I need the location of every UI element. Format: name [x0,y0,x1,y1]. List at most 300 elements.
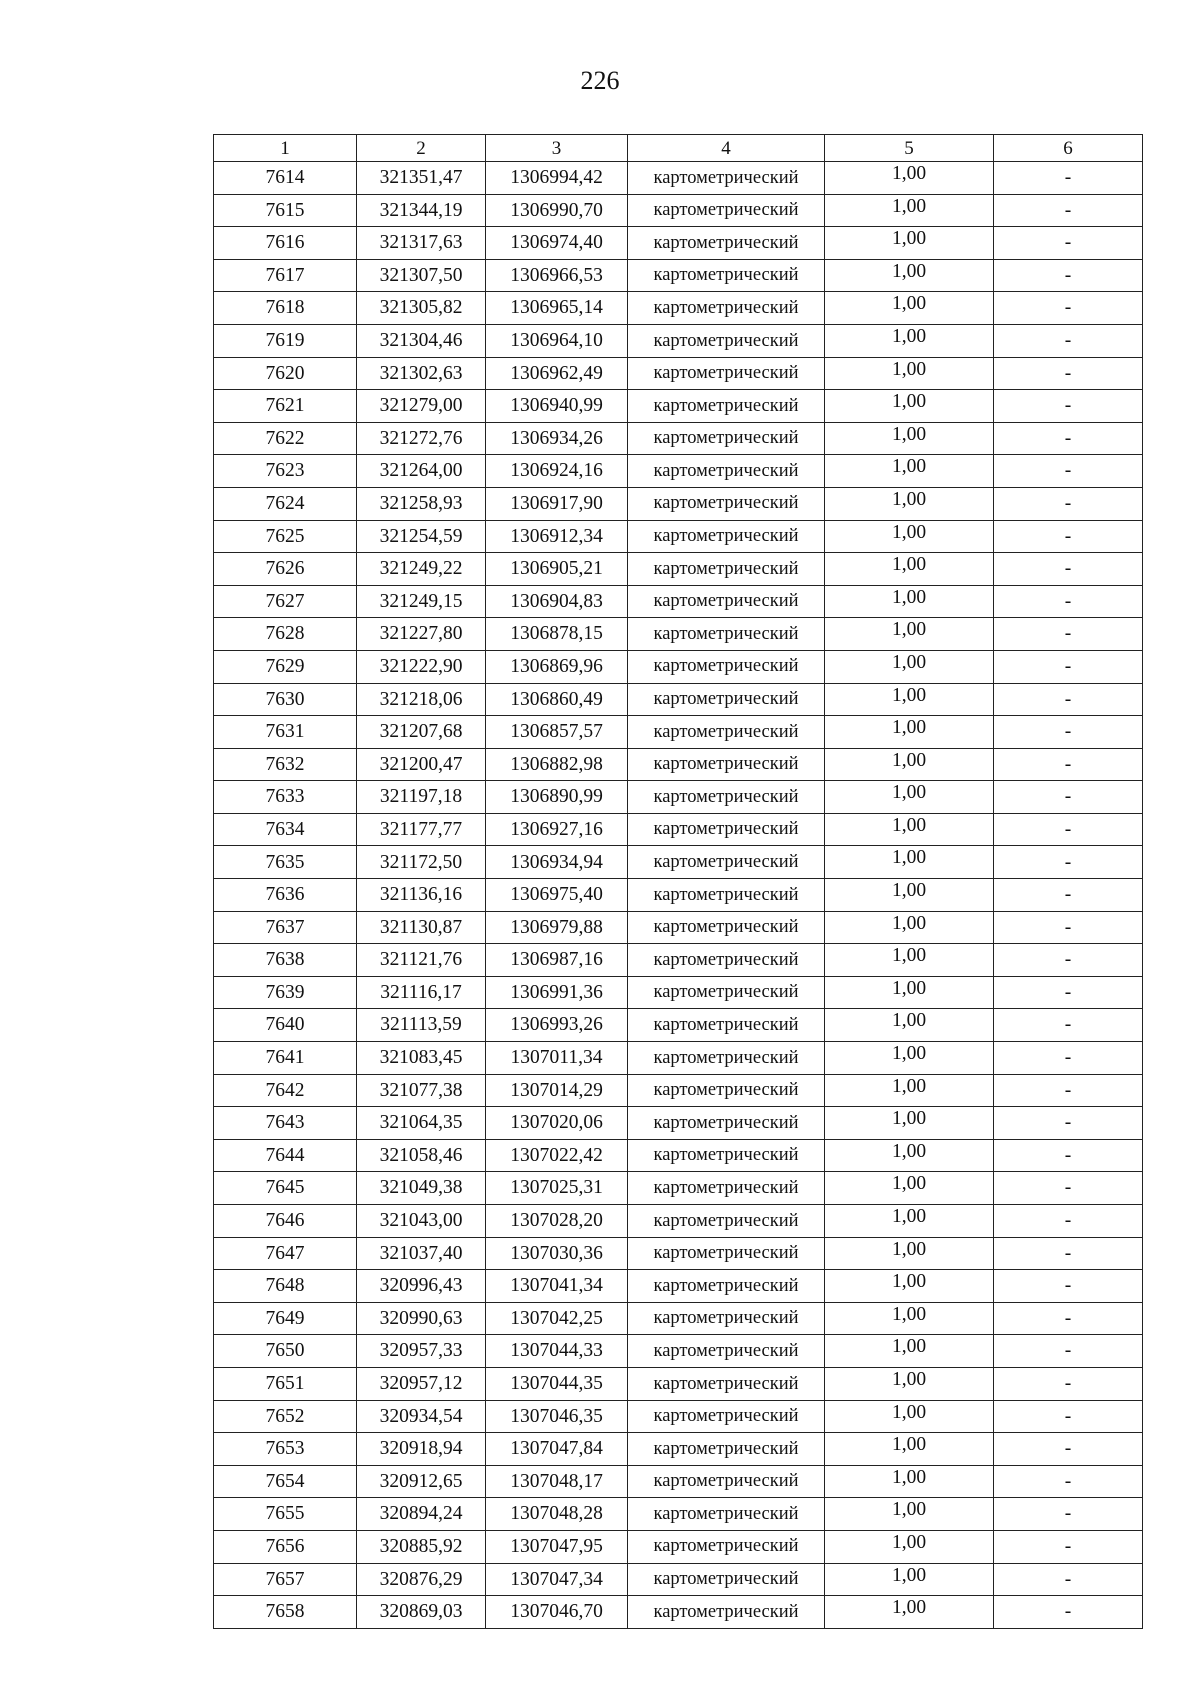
cell-coord-x: 320894,24 [357,1498,486,1531]
cell-note: - [994,683,1143,716]
column-header-6: 6 [994,135,1143,162]
cell-coord-y: 1307048,17 [486,1465,628,1498]
cell-point-number: 7632 [214,748,357,781]
cell-coord-x: 320996,43 [357,1270,486,1303]
cell-note: - [994,1009,1143,1042]
cell-coord-x: 320957,33 [357,1335,486,1368]
table-row [214,292,1143,325]
cell-point-number: 7620 [214,357,357,390]
cell-point-number: 7614 [214,162,357,195]
cell-coord-y: 1306869,96 [486,650,628,683]
cell-note: - [994,1270,1143,1303]
table-row [214,813,1143,846]
cell-note: - [994,292,1143,325]
cell-point-number: 7638 [214,944,357,977]
cell-coord-y: 1306991,36 [486,976,628,1009]
cell-coord-x: 321272,76 [357,422,486,455]
table-row [214,650,1143,683]
cell-coord-x: 321222,90 [357,650,486,683]
cell-note: - [994,879,1143,912]
cell-coord-x: 321083,45 [357,1042,486,1075]
cell-point-number: 7622 [214,422,357,455]
cell-method: картометрический [628,879,825,912]
table-row [214,1335,1143,1368]
cell-method: картометрический [628,1433,825,1466]
cell-coord-y: 1306860,49 [486,683,628,716]
cell-coord-y: 1306975,40 [486,879,628,912]
cell-point-number: 7631 [214,716,357,749]
cell-precision: 1,00 [825,1009,994,1042]
cell-note: - [994,1596,1143,1629]
cell-point-number: 7644 [214,1139,357,1172]
cell-precision: 1,00 [825,1237,994,1270]
cell-coord-x: 321077,38 [357,1074,486,1107]
cell-coord-y: 1306987,16 [486,944,628,977]
column-header-5: 5 [825,135,994,162]
cell-coord-x: 321351,47 [357,162,486,195]
table-row [214,324,1143,357]
cell-coord-x: 321200,47 [357,748,486,781]
cell-method: картометрический [628,716,825,749]
cell-point-number: 7640 [214,1009,357,1042]
cell-coord-x: 321254,59 [357,520,486,553]
cell-method: картометрический [628,1596,825,1629]
cell-coord-x: 321258,93 [357,487,486,520]
cell-method: картометрический [628,618,825,651]
table-row [214,976,1143,1009]
table-row [214,1433,1143,1466]
cell-coord-x: 321049,38 [357,1172,486,1205]
cell-note: - [994,357,1143,390]
cell-precision: 1,00 [825,1498,994,1531]
cell-point-number: 7633 [214,781,357,814]
cell-method: картометрический [628,1465,825,1498]
cell-note: - [994,1042,1143,1075]
cell-precision: 1,00 [825,944,994,977]
table-row [214,1205,1143,1238]
cell-precision: 1,00 [825,585,994,618]
cell-coord-y: 1307014,29 [486,1074,628,1107]
cell-precision: 1,00 [825,1270,994,1303]
cell-precision: 1,00 [825,683,994,716]
cell-method: картометрический [628,944,825,977]
cell-note: - [994,390,1143,423]
cell-coord-y: 1307022,42 [486,1139,628,1172]
cell-precision: 1,00 [825,911,994,944]
cell-note: - [994,1335,1143,1368]
cell-note: - [994,781,1143,814]
table-row [214,487,1143,520]
cell-point-number: 7654 [214,1465,357,1498]
cell-precision: 1,00 [825,1596,994,1629]
cell-precision: 1,00 [825,1563,994,1596]
cell-point-number: 7627 [214,585,357,618]
cell-note: - [994,1172,1143,1205]
cell-note: - [994,1302,1143,1335]
cell-point-number: 7623 [214,455,357,488]
cell-method: картометрический [628,1172,825,1205]
cell-precision: 1,00 [825,194,994,227]
cell-coord-x: 321172,50 [357,846,486,879]
cell-method: картометрический [628,1270,825,1303]
cell-method: картометрический [628,846,825,879]
cell-precision: 1,00 [825,520,994,553]
cell-note: - [994,846,1143,879]
cell-note: - [994,324,1143,357]
cell-point-number: 7650 [214,1335,357,1368]
cell-coord-x: 320957,12 [357,1367,486,1400]
cell-point-number: 7637 [214,911,357,944]
table-row [214,1563,1143,1596]
cell-method: картометрический [628,650,825,683]
cell-method: картометрический [628,1237,825,1270]
cell-coord-y: 1306962,49 [486,357,628,390]
table-row [214,618,1143,651]
cell-coord-y: 1306882,98 [486,748,628,781]
cell-coord-x: 320869,03 [357,1596,486,1629]
cell-coord-y: 1306878,15 [486,618,628,651]
cell-point-number: 7643 [214,1107,357,1140]
cell-method: картометрический [628,1400,825,1433]
cell-point-number: 7617 [214,259,357,292]
cell-point-number: 7648 [214,1270,357,1303]
cell-precision: 1,00 [825,1139,994,1172]
cell-method: картометрический [628,1335,825,1368]
table-row [214,1465,1143,1498]
cell-precision: 1,00 [825,455,994,488]
cell-note: - [994,1400,1143,1433]
cell-precision: 1,00 [825,1367,994,1400]
cell-coord-x: 321121,76 [357,944,486,977]
cell-coord-y: 1307044,35 [486,1367,628,1400]
page-number: 226 [580,66,620,95]
cell-precision: 1,00 [825,1042,994,1075]
cell-point-number: 7647 [214,1237,357,1270]
column-header-3: 3 [486,135,628,162]
cell-coord-y: 1307020,06 [486,1107,628,1140]
cell-point-number: 7618 [214,292,357,325]
cell-method: картометрический [628,683,825,716]
cell-note: - [994,422,1143,455]
cell-coord-y: 1307046,70 [486,1596,628,1629]
cell-precision: 1,00 [825,292,994,325]
cell-coord-y: 1306912,34 [486,520,628,553]
cell-coord-x: 321113,59 [357,1009,486,1042]
cell-coord-y: 1306924,16 [486,455,628,488]
cell-note: - [994,1465,1143,1498]
table-row [214,259,1143,292]
cell-coord-x: 321207,68 [357,716,486,749]
table-row [214,1596,1143,1629]
cell-coord-x: 321130,87 [357,911,486,944]
table-row [214,1042,1143,1075]
table-row [214,781,1143,814]
cell-precision: 1,00 [825,357,994,390]
cell-point-number: 7629 [214,650,357,683]
table-row [214,1009,1143,1042]
cell-method: картометрический [628,1042,825,1075]
cell-note: - [994,1530,1143,1563]
cell-coord-y: 1306965,14 [486,292,628,325]
cell-coord-y: 1306974,40 [486,227,628,260]
cell-point-number: 7619 [214,324,357,357]
cell-precision: 1,00 [825,422,994,455]
cell-note: - [994,944,1143,977]
table-row [214,227,1143,260]
cell-note: - [994,553,1143,586]
cell-precision: 1,00 [825,879,994,912]
table-header [214,135,1143,162]
cell-note: - [994,520,1143,553]
cell-precision: 1,00 [825,781,994,814]
cell-note: - [994,1107,1143,1140]
cell-note: - [994,618,1143,651]
cell-method: картометрический [628,1139,825,1172]
cell-point-number: 7651 [214,1367,357,1400]
cell-coord-y: 1306927,16 [486,813,628,846]
cell-method: картометрический [628,324,825,357]
table-row [214,1270,1143,1303]
cell-note: - [994,1074,1143,1107]
cell-coord-y: 1306857,57 [486,716,628,749]
table-row [214,162,1143,195]
cell-coord-y: 1306993,26 [486,1009,628,1042]
table-row [214,1400,1143,1433]
cell-method: картометрический [628,1302,825,1335]
cell-coord-y: 1306934,94 [486,846,628,879]
table-row [214,1107,1143,1140]
cell-precision: 1,00 [825,1107,994,1140]
cell-coord-y: 1306940,99 [486,390,628,423]
cell-precision: 1,00 [825,553,994,586]
cell-point-number: 7641 [214,1042,357,1075]
cell-precision: 1,00 [825,1302,994,1335]
cell-note: - [994,1367,1143,1400]
table-row [214,1074,1143,1107]
cell-note: - [994,748,1143,781]
cell-precision: 1,00 [825,259,994,292]
cell-coord-y: 1306994,42 [486,162,628,195]
cell-method: картометрический [628,1009,825,1042]
cell-point-number: 7628 [214,618,357,651]
table-row [214,422,1143,455]
cell-precision: 1,00 [825,324,994,357]
cell-coord-x: 321307,50 [357,259,486,292]
cell-coord-y: 1306904,83 [486,585,628,618]
cell-point-number: 7621 [214,390,357,423]
cell-coord-x: 321043,00 [357,1205,486,1238]
cell-coord-x: 320912,65 [357,1465,486,1498]
cell-coord-y: 1306979,88 [486,911,628,944]
cell-precision: 1,00 [825,846,994,879]
cell-method: картометрический [628,292,825,325]
cell-coord-y: 1307047,34 [486,1563,628,1596]
column-header-4: 4 [628,135,825,162]
cell-coord-x: 321218,06 [357,683,486,716]
cell-method: картометрический [628,422,825,455]
cell-coord-y: 1306966,53 [486,259,628,292]
cell-point-number: 7634 [214,813,357,846]
cell-coord-x: 320918,94 [357,1433,486,1466]
cell-coord-y: 1306934,26 [486,422,628,455]
coordinates-table [213,134,1143,1629]
cell-method: картометрический [628,1367,825,1400]
cell-coord-y: 1307025,31 [486,1172,628,1205]
cell-coord-y: 1306890,99 [486,781,628,814]
cell-point-number: 7655 [214,1498,357,1531]
cell-note: - [994,1433,1143,1466]
cell-method: картометрический [628,1498,825,1531]
table-row [214,911,1143,944]
table-row [214,1172,1143,1205]
cell-coord-y: 1307044,33 [486,1335,628,1368]
cell-method: картометрический [628,1205,825,1238]
table-row [214,1139,1143,1172]
cell-note: - [994,976,1143,1009]
cell-coord-y: 1307011,34 [486,1042,628,1075]
table-row [214,520,1143,553]
cell-point-number: 7649 [214,1302,357,1335]
cell-method: картометрический [628,520,825,553]
cell-method: картометрический [628,1563,825,1596]
cell-method: картометрический [628,455,825,488]
cell-point-number: 7658 [214,1596,357,1629]
cell-method: картометрический [628,781,825,814]
cell-precision: 1,00 [825,976,994,1009]
table-row [214,748,1143,781]
cell-precision: 1,00 [825,650,994,683]
cell-point-number: 7624 [214,487,357,520]
cell-precision: 1,00 [825,1530,994,1563]
cell-coord-x: 321302,63 [357,357,486,390]
cell-method: картометрический [628,748,825,781]
table-row [214,944,1143,977]
cell-note: - [994,650,1143,683]
cell-coord-x: 321279,00 [357,390,486,423]
cell-note: - [994,716,1143,749]
cell-coord-y: 1307028,20 [486,1205,628,1238]
cell-method: картометрический [628,194,825,227]
cell-method: картометрический [628,1530,825,1563]
cell-note: - [994,162,1143,195]
cell-precision: 1,00 [825,1335,994,1368]
cell-precision: 1,00 [825,162,994,195]
cell-method: картометрический [628,585,825,618]
cell-method: картометрический [628,1107,825,1140]
cell-coord-x: 321136,16 [357,879,486,912]
cell-note: - [994,259,1143,292]
cell-coord-y: 1307048,28 [486,1498,628,1531]
cell-coord-y: 1307042,25 [486,1302,628,1335]
cell-note: - [994,813,1143,846]
table-row [214,455,1143,488]
cell-coord-x: 321249,22 [357,553,486,586]
cell-method: картометрический [628,487,825,520]
table-row [214,1530,1143,1563]
cell-coord-y: 1306917,90 [486,487,628,520]
cell-coord-y: 1306964,10 [486,324,628,357]
cell-point-number: 7615 [214,194,357,227]
table-body [214,162,1143,1629]
cell-coord-x: 321064,35 [357,1107,486,1140]
cell-note: - [994,911,1143,944]
table-row [214,1367,1143,1400]
cell-method: картометрический [628,911,825,944]
cell-coord-x: 321227,80 [357,618,486,651]
cell-coord-y: 1307046,35 [486,1400,628,1433]
cell-point-number: 7626 [214,553,357,586]
cell-coord-x: 320885,92 [357,1530,486,1563]
table-row [214,585,1143,618]
cell-coord-x: 320990,63 [357,1302,486,1335]
cell-method: картометрический [628,162,825,195]
table-row [214,390,1143,423]
cell-precision: 1,00 [825,487,994,520]
cell-point-number: 7616 [214,227,357,260]
cell-precision: 1,00 [825,618,994,651]
cell-precision: 1,00 [825,1433,994,1466]
cell-coord-x: 321264,00 [357,455,486,488]
cell-coord-y: 1307047,84 [486,1433,628,1466]
cell-coord-x: 321304,46 [357,324,486,357]
cell-point-number: 7656 [214,1530,357,1563]
table-row [214,1237,1143,1270]
table-row [214,846,1143,879]
cell-note: - [994,1205,1143,1238]
cell-note: - [994,194,1143,227]
cell-coord-y: 1307041,34 [486,1270,628,1303]
cell-coord-y: 1307030,36 [486,1237,628,1270]
cell-precision: 1,00 [825,1074,994,1107]
cell-note: - [994,1139,1143,1172]
cell-coord-x: 321317,63 [357,227,486,260]
table-row [214,683,1143,716]
cell-coord-x: 321037,40 [357,1237,486,1270]
cell-point-number: 7657 [214,1563,357,1596]
cell-coord-y: 1306990,70 [486,194,628,227]
cell-point-number: 7653 [214,1433,357,1466]
table-row [214,194,1143,227]
cell-note: - [994,1563,1143,1596]
cell-method: картометрический [628,976,825,1009]
cell-method: картометрический [628,553,825,586]
cell-point-number: 7639 [214,976,357,1009]
cell-note: - [994,1498,1143,1531]
table-row [214,1498,1143,1531]
cell-precision: 1,00 [825,1172,994,1205]
cell-precision: 1,00 [825,1205,994,1238]
cell-point-number: 7645 [214,1172,357,1205]
cell-point-number: 7642 [214,1074,357,1107]
cell-note: - [994,585,1143,618]
cell-coord-x: 320876,29 [357,1563,486,1596]
cell-point-number: 7652 [214,1400,357,1433]
column-header-2: 2 [357,135,486,162]
cell-coord-x: 321058,46 [357,1139,486,1172]
table-row [214,357,1143,390]
cell-point-number: 7630 [214,683,357,716]
cell-method: картометрический [628,813,825,846]
table-row [214,1302,1143,1335]
cell-point-number: 7635 [214,846,357,879]
cell-point-number: 7625 [214,520,357,553]
cell-note: - [994,487,1143,520]
cell-coord-x: 321249,15 [357,585,486,618]
cell-note: - [994,227,1143,260]
cell-method: картометрический [628,1074,825,1107]
column-header-1: 1 [214,135,357,162]
cell-precision: 1,00 [825,716,994,749]
